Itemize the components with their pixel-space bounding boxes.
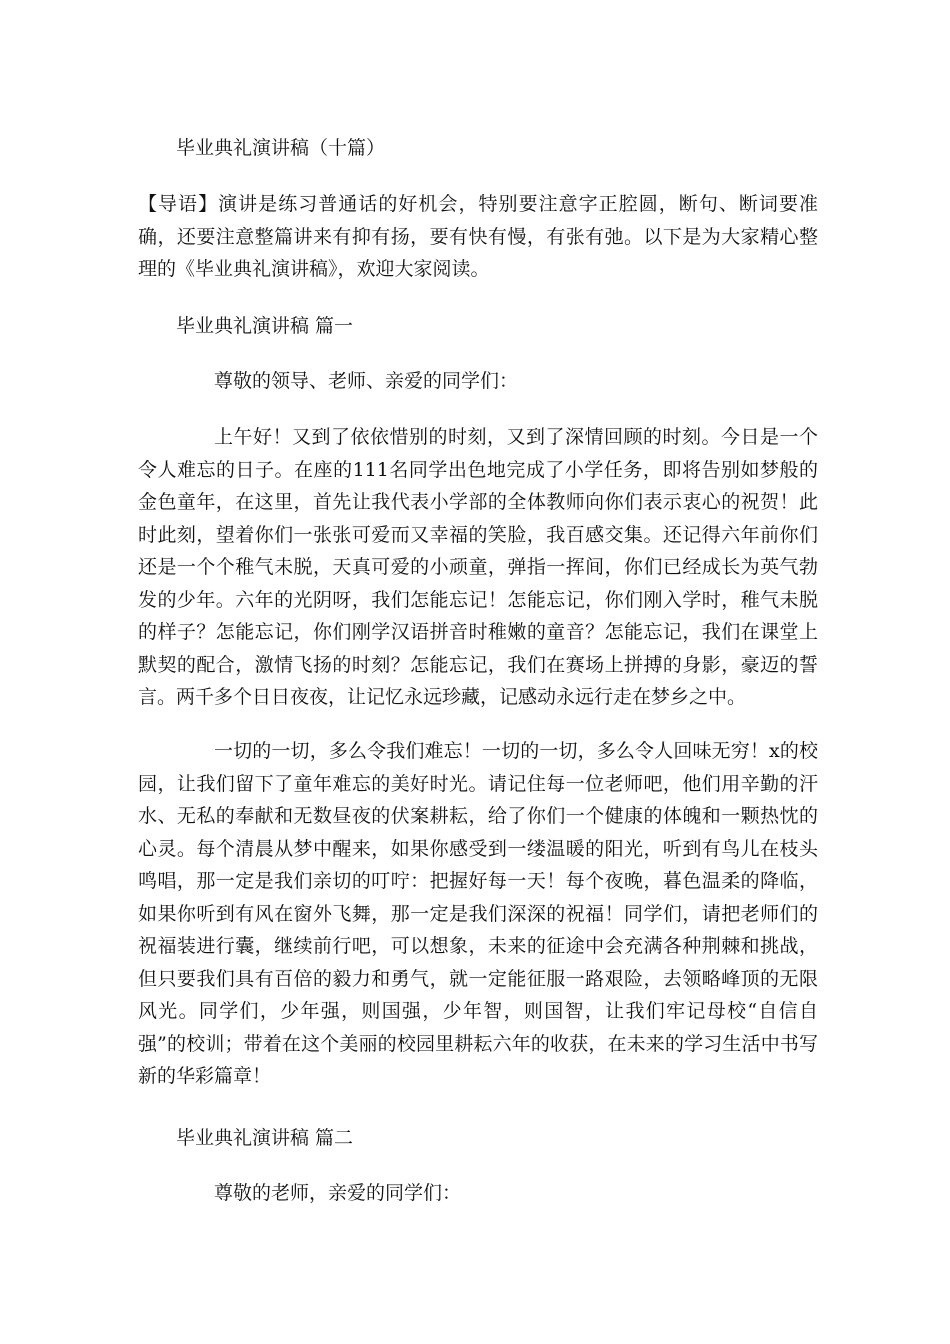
section-2-heading: 毕业典礼演讲稿 篇二 bbox=[176, 1127, 354, 1149]
intro-paragraph: 【导语】演讲是练习普通话的好机会，特别要注意字正腔圆，断句、断词要准确，还要注意整篇讲来有抑有扬，要有快有慢，有张有弛。以下是为大家精心整理的《毕业典礼演讲稿》，欢迎大家阅读。 bbox=[138, 193, 818, 280]
section-1-heading: 毕业典礼演讲稿 篇一 bbox=[176, 315, 354, 337]
document-title: 毕业典礼演讲稿（十篇） bbox=[176, 137, 386, 159]
section-1-paragraph-1: 上午好！又到了依依惜别的时刻，又到了深情回顾的时刻。今日是一个令人难忘的日子。在座的111名同学出色地完成了小学任务，即将告别如梦般的金色童年，在这里，首先让我代表小学部的全体教师向你们表示衷心的祝贺！此时此刻，望着你们一张张可爱而又幸福的笑脸，我百感交集。还记得六年前你们还是一个个稚气未脱，天真可爱的小顽童，弹指一挥间，你们已经成长为英气勃发的少年。六年的光阴呀，我们怎能忘记！怎能忘记，你们刚入学时，稚气未脱的样子？怎能忘记，你们刚学汉语拼音时稚嫩的童音？怎能忘记，我们在课堂上默契的配合，激情飞扬的时刻？怎能忘记，我们在赛场上拼搏的身影，豪迈的誓言。两千多个日日夜夜，让记忆永远珍藏，记感动永远行走在梦乡之中。 bbox=[138, 426, 818, 708]
section-1-greeting: 尊敬的领导、老师、亲爱的同学们： bbox=[214, 370, 519, 392]
section-1-paragraph-2: 一切的一切，多么令我们难忘！一切的一切，多么令人回味无穷！x的校园，让我们留下了童年难忘的美好时光。请记住每一位老师吧，他们用辛勤的汗水、无私的奉献和无数昼夜的伏案耕耘，给了你们一个健康的体魄和一颗热忱的心灵。每个清晨从梦中醒来，如果你感受到一缕温暖的阳光，听到有鸟儿在枝头鸣唱，那一定是我们亲切的叮咛：把握好每一天！每个夜晚，暮色温柔的降临，如果你听到有风在窗外飞舞，那一定是我们深深的祝福！同学们，请把老师们的祝福装进行囊，继续前行吧，可以想象，未来的征途中会充满各种荆棘和挑战，但只要我们具有百倍的毅力和勇气，就一定能征服一路艰险，去领略峰顶的无限风光。同学们，少年强，则国强，少年智，则国智，让我们牢记母校“自信自强”的校训；带着在这个美丽的校园里耕耘六年的收获，在未来的学习生活中书写新的华彩篇章！ bbox=[138, 740, 818, 1087]
section-2-greeting: 尊敬的老师，亲爱的同学们： bbox=[214, 1182, 462, 1204]
document-page bbox=[138, 0, 818, 1344]
